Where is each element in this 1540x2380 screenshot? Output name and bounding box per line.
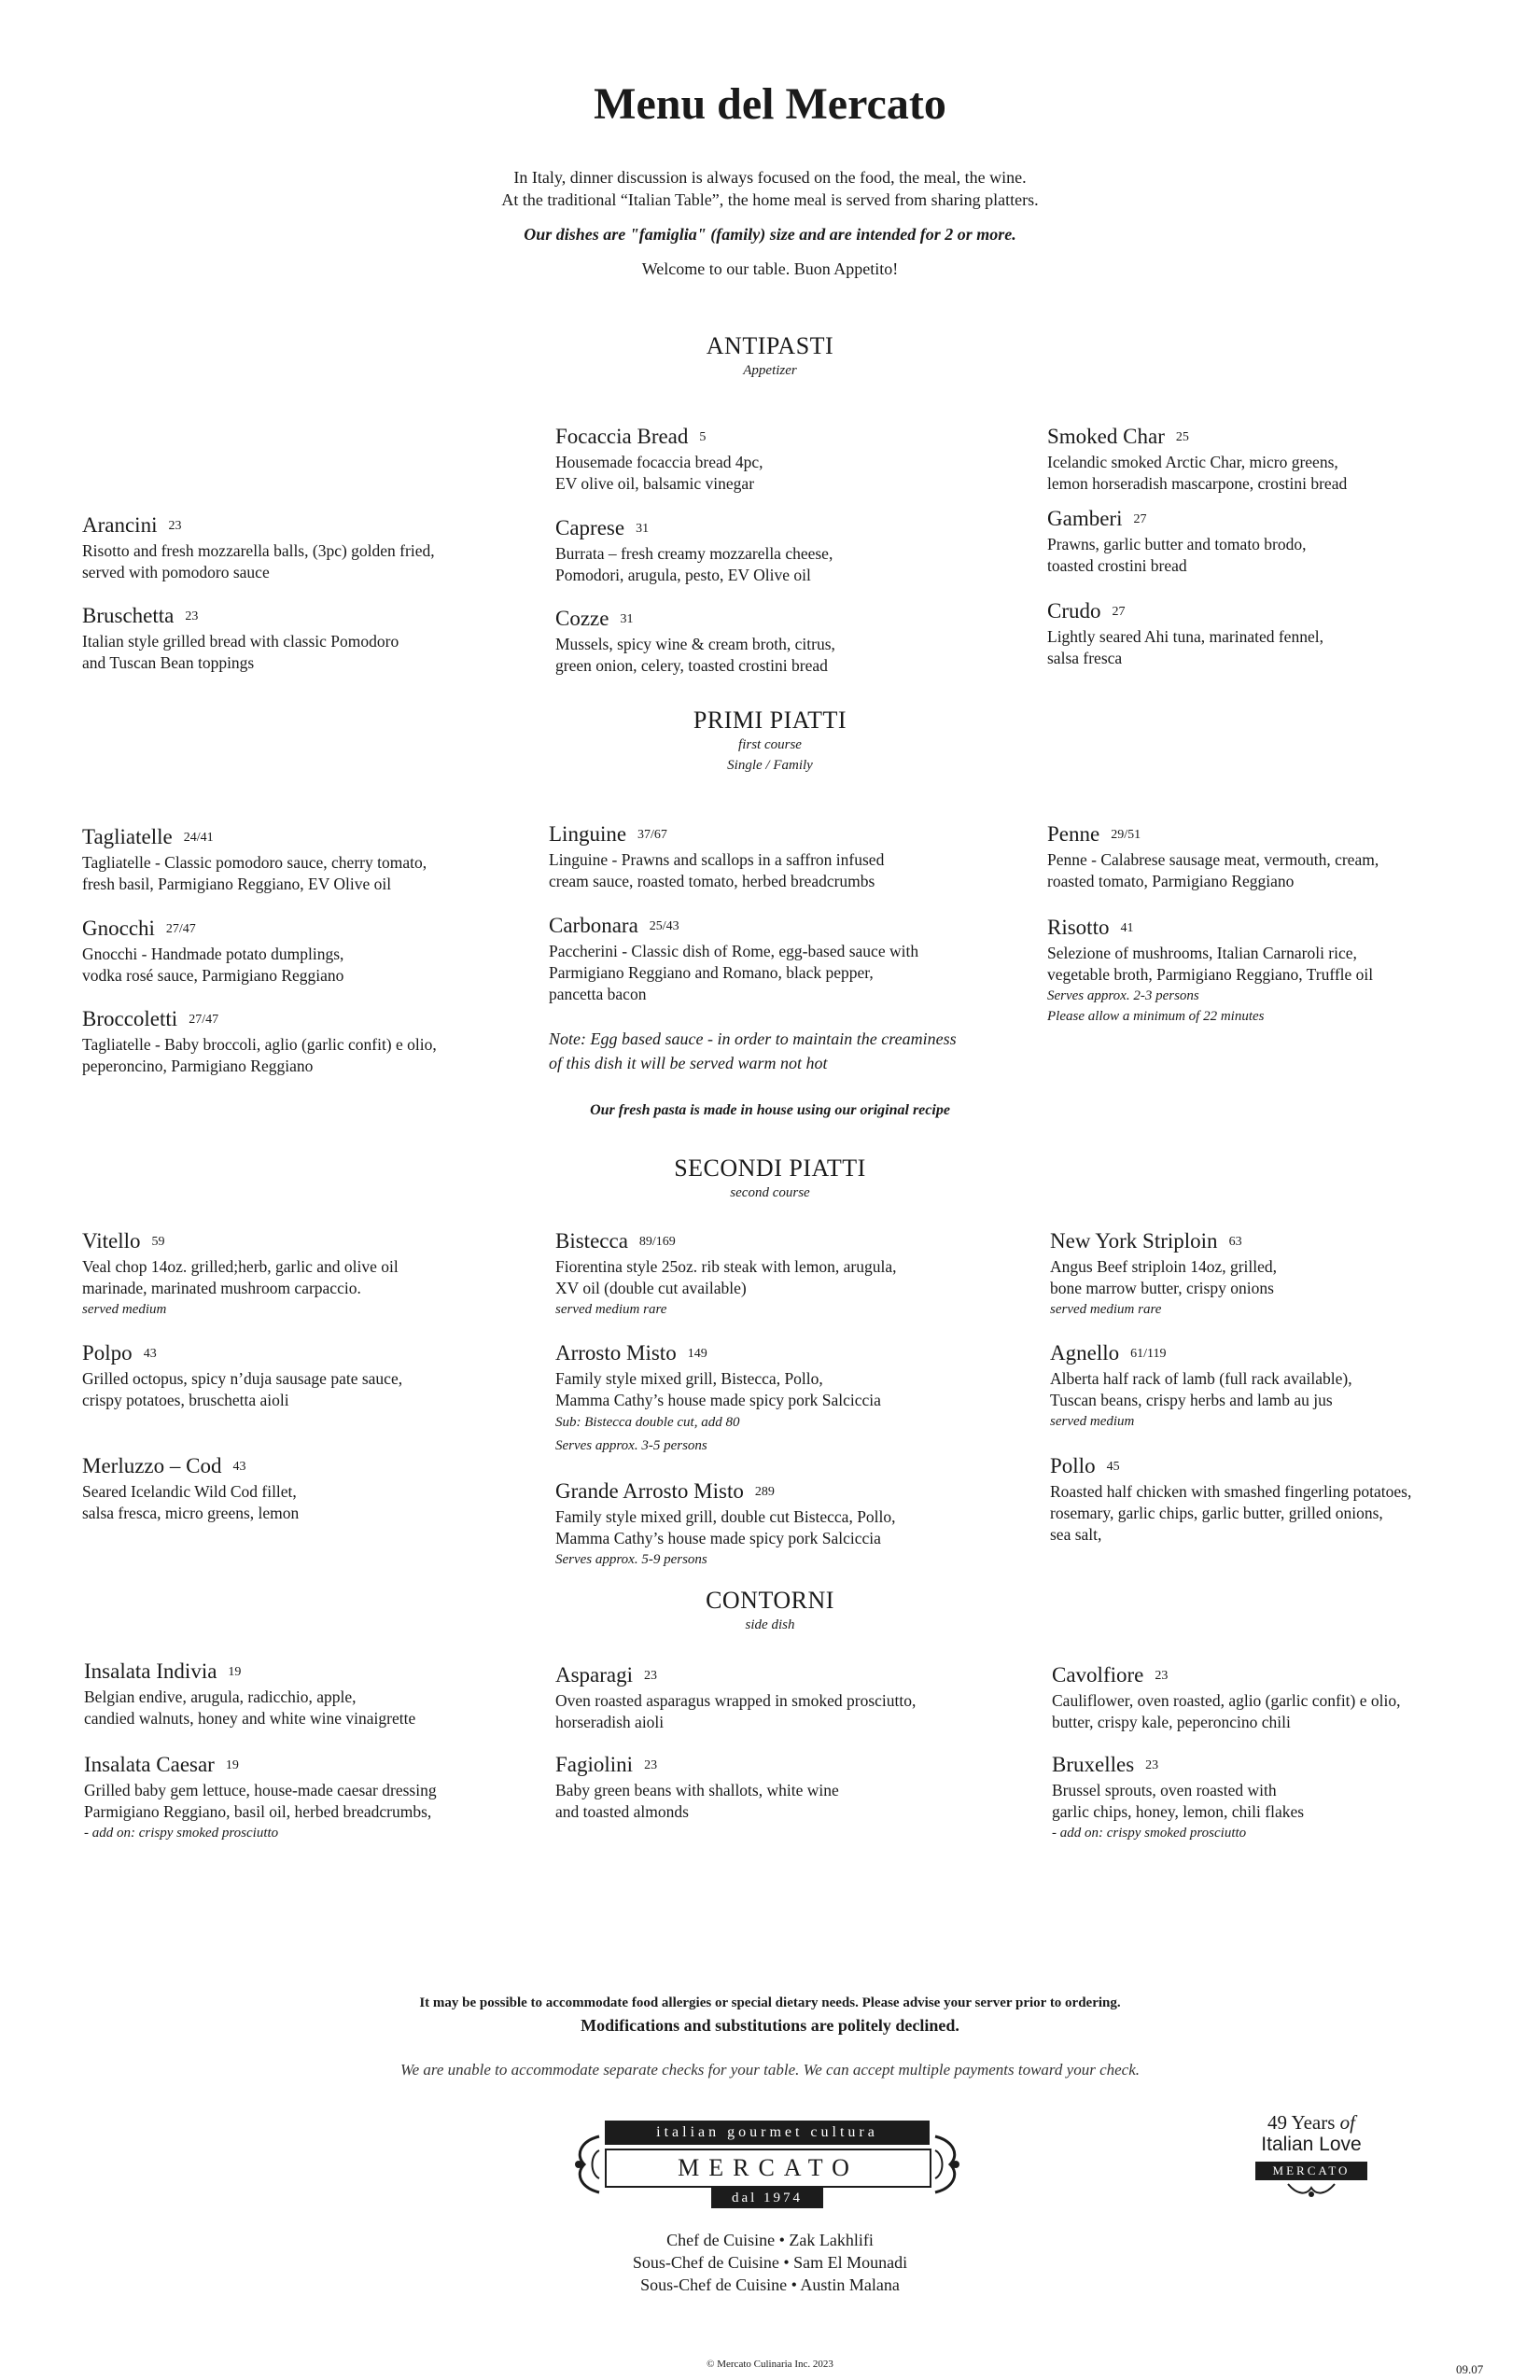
section-subtitle: second course (730, 1185, 810, 1200)
item-description: Tagliatelle - Classic pomodoro sauce, cherry tomato, fresh basil, Parmigiano Reggiano, EV Olive oil (82, 853, 427, 893)
section-subtitle: first course (738, 737, 802, 752)
item-name: New York Striploin (1050, 1229, 1218, 1253)
item-note: Serves approx. 5-9 persons (555, 1552, 707, 1567)
item-name: Risotto (1047, 916, 1110, 939)
menu-item (1047, 820, 1379, 892)
ornament-right-icon (931, 2132, 963, 2197)
item-name: Arancini (82, 513, 158, 537)
section-antipasti (0, 332, 1540, 381)
badge-plate: MERCATO (1255, 2162, 1367, 2180)
ornament-left-icon (571, 2132, 603, 2197)
item-note: served medium (1050, 1414, 1135, 1429)
section-subtitle: Appetizer (743, 363, 797, 378)
item-description: Risotto and fresh mozzarella balls, (3pc) golden fried, served with pomodoro sauce (82, 541, 435, 581)
item-description: Alberta half rack of lamb (full rack available), Tuscan beans, crispy herbs and lamb au jus (1050, 1369, 1352, 1409)
logo-tagline: italian gourmet cultura (605, 2121, 930, 2145)
badge-italian-love: Italian Love (1261, 2134, 1362, 2155)
item-name: Agnello (1050, 1341, 1120, 1365)
badge-years: 49 Years (1267, 2111, 1336, 2134)
section-title: ANTIPASTI (706, 332, 834, 359)
item-description: Baby green beans with shallots, white wine and toasted almonds (555, 1781, 839, 1821)
item-note: - add on: crispy smoked prosciutto (1052, 1826, 1247, 1841)
menu-item (1052, 1661, 1400, 1733)
item-name: Focaccia Bread (555, 425, 689, 448)
item-description: Fiorentina style 25oz. rib steak with lemon, arugula, XV oil (double cut available) (555, 1257, 897, 1297)
item-price: 63 (1228, 1235, 1242, 1249)
item-price: 5 (699, 430, 707, 444)
item-name: Bruschetta (82, 604, 175, 627)
menu-item (1050, 1339, 1352, 1432)
item-note: - add on: crispy smoked prosciutto (84, 1826, 279, 1841)
menu-item (82, 1339, 402, 1411)
item-price: 43 (232, 1460, 246, 1474)
section-title: SECONDI PIATTI (674, 1155, 866, 1182)
item-name: Grande Arrosto Misto (555, 1479, 744, 1503)
menu-item (555, 1661, 916, 1733)
item-price: 23 (185, 609, 199, 623)
intro-line-2: At the traditional “Italian Table”, the home meal is served from sharing platters. (501, 190, 1039, 209)
intro-family-size: Our dishes are "famiglia" (family) size and are intended for 2 or more. (524, 225, 1016, 244)
item-description: Burrata – fresh creamy mozzarella cheese, Pomodori, arugula, pesto, EV Olive oil (555, 544, 833, 584)
section-contorni (0, 1587, 1540, 1635)
menu-item (555, 423, 763, 495)
item-name: Insalata Indivia (84, 1659, 217, 1683)
menu-item (84, 1751, 437, 1843)
menu-item (1047, 597, 1323, 669)
item-price: 25 (1175, 430, 1189, 444)
carbonara-note: Note: Egg based sauce - in order to maintain the creaminess of this dish it will be served warm not hot (549, 1029, 957, 1072)
section-primi-piatti (0, 707, 1540, 776)
item-name: Asparagi (555, 1663, 634, 1687)
item-price: 23 (644, 1669, 658, 1683)
item-price: 45 (1106, 1460, 1120, 1474)
item-name: Bruxelles (1052, 1753, 1135, 1776)
item-price: 27 (1112, 605, 1126, 619)
logo-wordmark: MERCATO (605, 2149, 931, 2188)
item-name: Polpo (82, 1341, 133, 1365)
item-description: Selezione of mushrooms, Italian Carnaroli rice, vegetable broth, Parmigiano Reggiano, Truffle oil (1047, 944, 1374, 984)
mercato-logo (571, 2111, 963, 2214)
item-price: 23 (168, 519, 182, 533)
chef-credits (0, 2229, 1540, 2296)
item-name: Gamberi (1047, 507, 1123, 530)
item-name: Crudo (1047, 599, 1101, 623)
item-price: 24/41 (183, 831, 214, 845)
badge-of: of (1339, 2111, 1355, 2134)
item-description: Tagliatelle - Baby broccoli, aglio (garlic confit) e olio, peperoncino, Parmigiano Reggiano (82, 1035, 437, 1075)
menu-item (555, 605, 835, 677)
item-price: 29/51 (1111, 828, 1141, 842)
badge-ornament-icon (1283, 2182, 1339, 2199)
copyright: © Mercato Culinaria Inc. 2023 (707, 2359, 833, 2370)
item-price: 19 (225, 1758, 239, 1772)
intro-welcome: Welcome to our table. Buon Appetito! (641, 259, 899, 278)
intro-line-1: In Italy, dinner discussion is always focused on the food, the meal, the wine. (513, 168, 1027, 187)
menu-item (555, 514, 833, 586)
item-name: Smoked Char (1047, 425, 1165, 448)
item-price: 149 (687, 1347, 707, 1361)
item-description: Penne - Calabrese sausage meat, vermouth, cream, roasted tomato, Parmigiano Reggiano (1047, 850, 1379, 890)
section-subtitle: side dish (745, 1617, 795, 1632)
item-description: Lightly seared Ahi tuna, marinated fennel, salsa fresca (1047, 627, 1323, 667)
item-note: Sub: Bistecca double cut, add 80 Serves approx. 3-5 persons (555, 1415, 740, 1453)
item-description: Family style mixed grill, Bistecca, Pollo, Mamma Cathy’s house made spicy pork Salciccia (555, 1369, 881, 1409)
item-name: Tagliatelle (82, 825, 173, 848)
item-description: Brussel sprouts, oven roasted with garlic chips, honey, lemon, chili flakes (1052, 1781, 1305, 1821)
item-description: Cauliflower, oven roasted, aglio (garlic confit) e olio, butter, crispy kale, peperoncino chili (1052, 1691, 1401, 1731)
item-description: Linguine - Prawns and scallops in a saffron infused cream sauce, roasted tomato, herbed breadcrumbs (549, 850, 885, 890)
item-description: Prawns, garlic butter and tomato brodo, toasted crostini bread (1047, 535, 1307, 575)
item-description: Housemade focaccia bread 4pc, EV olive oil, balsamic vinegar (555, 453, 763, 493)
menu-item (82, 823, 427, 895)
page-title: Menu del Mercato (594, 79, 946, 129)
item-description: Gnocchi - Handmade potato dumplings, vodka rosé sauce, Parmigiano Reggiano (82, 945, 344, 985)
item-price: 37/67 (637, 828, 667, 842)
item-price: 31 (620, 612, 634, 626)
menu-item (1050, 1227, 1277, 1320)
item-name: Caprese (555, 516, 625, 539)
menu-item (549, 820, 884, 892)
item-name: Cavolfiore (1052, 1663, 1144, 1687)
modifications-notice: Modifications and substitutions are politely declined. (581, 2016, 959, 2035)
chef-de-cuisine: Chef de Cuisine • Zak Lakhlifi (666, 2231, 874, 2249)
item-name: Gnocchi (82, 917, 155, 940)
item-note: Serves approx. 2-3 persons Please allow a minimum of 22 minutes (1047, 988, 1265, 1024)
item-price: 23 (644, 1758, 658, 1772)
version-number: 09.07 (1456, 2362, 1484, 2376)
menu-item (555, 1227, 896, 1320)
section-title: CONTORNI (706, 1587, 834, 1614)
menu-item (1047, 423, 1347, 495)
item-description: Seared Icelandic Wild Cod fillet, salsa fresca, micro greens, lemon (82, 1482, 300, 1522)
item-name: Fagiolini (555, 1753, 634, 1776)
item-price: 43 (143, 1347, 157, 1361)
sous-chef-1: Sous-Chef de Cuisine • Sam El Mounadi (632, 2253, 908, 2272)
item-description: Italian style grilled bread with classic Pomodoro and Tuscan Bean toppings (82, 632, 399, 672)
item-note: served medium (82, 1302, 167, 1317)
item-name: Cozze (555, 607, 609, 630)
item-price: 19 (228, 1665, 242, 1679)
pasta-note: Our fresh pasta is made in house using our original recipe (590, 1102, 950, 1118)
menu-item (1047, 505, 1307, 577)
item-name: Broccoletti (82, 1007, 178, 1030)
menu-item (549, 912, 918, 1005)
menu-item (1052, 1751, 1304, 1843)
section-title: PRIMI PIATTI (693, 707, 847, 734)
sous-chef-2: Sous-Chef de Cuisine • Austin Malana (640, 2275, 900, 2294)
item-description: Oven roasted asparagus wrapped in smoked prosciutto, horseradish aioli (555, 1691, 917, 1731)
item-description: Veal chop 14oz. grilled;herb, garlic and olive oil marinade, marinated mushroom carpaccio. (82, 1257, 399, 1297)
separate-checks-notice: We are unable to accommodate separate checks for your table. We can accept multiple payments toward your check. (399, 2061, 1141, 2079)
item-price: 289 (754, 1485, 775, 1499)
item-description: Paccherini - Classic dish of Rome, egg-based sauce with Parmigiano Reggiano and Romano, black pepper, pancetta bacon (549, 942, 919, 1003)
item-price: 61/119 (1130, 1347, 1167, 1361)
item-name: Carbonara (549, 914, 638, 937)
item-name: Pollo (1050, 1454, 1096, 1477)
menu-item (555, 1477, 896, 1570)
allergy-notice: It may be possible to accommodate food allergies or special dietary needs. Please advise your server prior to ordering. (419, 1995, 1121, 2010)
section-secondi-piatti (0, 1155, 1540, 1203)
menu-item (82, 602, 399, 674)
menu-item (1050, 1452, 1411, 1546)
section-subtitle-portion: Single / Family (727, 758, 813, 773)
menu-item (82, 1227, 399, 1320)
item-description: Family style mixed grill, double cut Bistecca, Pollo, Mamma Cathy’s house made spicy pork Salciccia (555, 1507, 896, 1547)
item-description: Angus Beef striploin 14oz, grilled, bone marrow butter, crispy onions (1050, 1257, 1278, 1297)
item-description: Icelandic smoked Arctic Char, micro greens, lemon horseradish mascarpone, crostini bread (1047, 453, 1348, 493)
menu-item (82, 1005, 437, 1077)
item-name: Linguine (549, 822, 627, 846)
item-name: Vitello (82, 1229, 141, 1253)
menu-item (82, 511, 435, 583)
item-note: served medium rare (1050, 1302, 1162, 1317)
item-description: Grilled baby gem lettuce, house-made caesar dressing Parmigiano Reggiano, basil oil, herbed breadcrumbs, (84, 1781, 437, 1821)
item-price: 27 (1133, 512, 1147, 526)
menu-item (555, 1751, 839, 1823)
item-price: 59 (151, 1235, 165, 1249)
item-price: 27/47 (165, 922, 196, 936)
item-name: Penne (1047, 822, 1100, 846)
item-name: Merluzzo – Cod (82, 1454, 222, 1477)
item-price: 23 (1155, 1669, 1169, 1683)
item-description: Roasted half chicken with smashed fingerling potatoes, rosemary, garlic chips, garlic butter, grilled onions, sea salt, (1050, 1482, 1412, 1544)
item-description: Belgian endive, arugula, radicchio, apple, candied walnuts, honey and white wine vinaigrette (84, 1687, 416, 1728)
item-note: served medium rare (555, 1302, 667, 1317)
menu-item (555, 1339, 881, 1458)
item-price: 89/169 (638, 1235, 676, 1249)
item-price: 27/47 (189, 1013, 219, 1027)
menu-item (1047, 914, 1373, 1027)
item-price: 41 (1120, 921, 1134, 935)
anniversary-badge (1241, 2111, 1381, 2214)
item-price: 25/43 (649, 919, 679, 933)
item-price: 23 (1145, 1758, 1159, 1772)
logo-since: dal 1974 (711, 2188, 823, 2208)
item-name: Arrosto Misto (555, 1341, 677, 1365)
item-description: Mussels, spicy wine & cream broth, citrus, green onion, celery, toasted crostini bread (555, 635, 835, 675)
item-description: Grilled octopus, spicy n’duja sausage pate sauce, crispy potatoes, bruschetta aioli (82, 1369, 403, 1409)
item-name: Insalata Caesar (84, 1753, 215, 1776)
menu-item (82, 915, 343, 987)
item-name: Bistecca (555, 1229, 628, 1253)
item-price: 31 (636, 522, 650, 536)
menu-item (82, 1452, 299, 1524)
menu-item (84, 1658, 415, 1729)
